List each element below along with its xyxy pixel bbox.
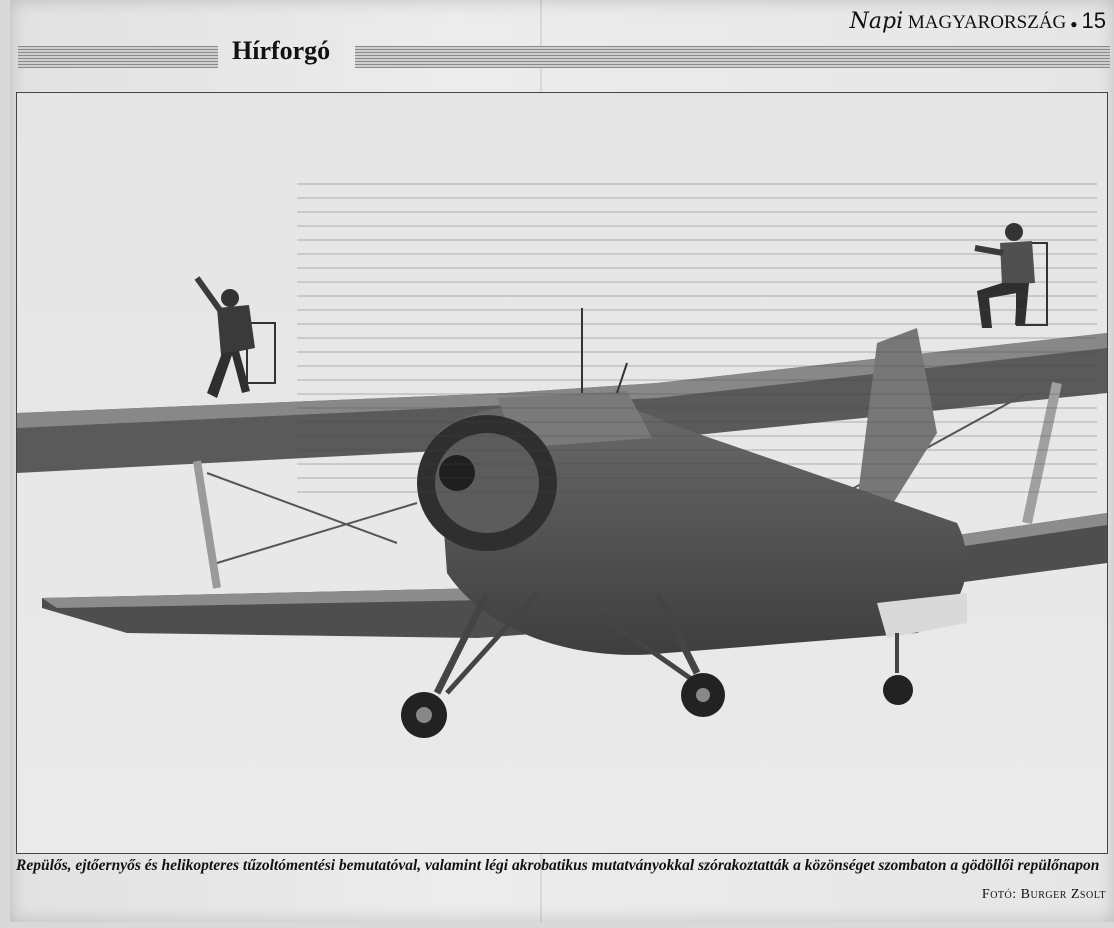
section-rule-left: [18, 46, 218, 68]
masthead: [850, 8, 1106, 34]
news-photo: [16, 92, 1108, 854]
page-number: 15: [1081, 8, 1106, 33]
propeller-hub: [439, 455, 475, 491]
photo-caption: Repülős, ejtőernyős és helikopteres tűzoltómentési bemutatóval, valamint légi akrobatikus mutatványokkal szórakoztatták a közönséget szombaton a gödöllői repülőnapon: [16, 857, 1100, 874]
biplane-illustration: [17, 93, 1107, 853]
masthead-publication: MAGYARORSZÁG: [907, 12, 1067, 33]
masthead-script: Napi: [849, 9, 904, 34]
section-title: Hírforgó: [226, 36, 336, 66]
photo-credit: Fotó: Burger Zsolt: [981, 887, 1106, 902]
masthead-separator-dot: ●: [1070, 17, 1078, 31]
tail-wheel: [883, 675, 913, 705]
section-rule-right: [355, 46, 1110, 68]
